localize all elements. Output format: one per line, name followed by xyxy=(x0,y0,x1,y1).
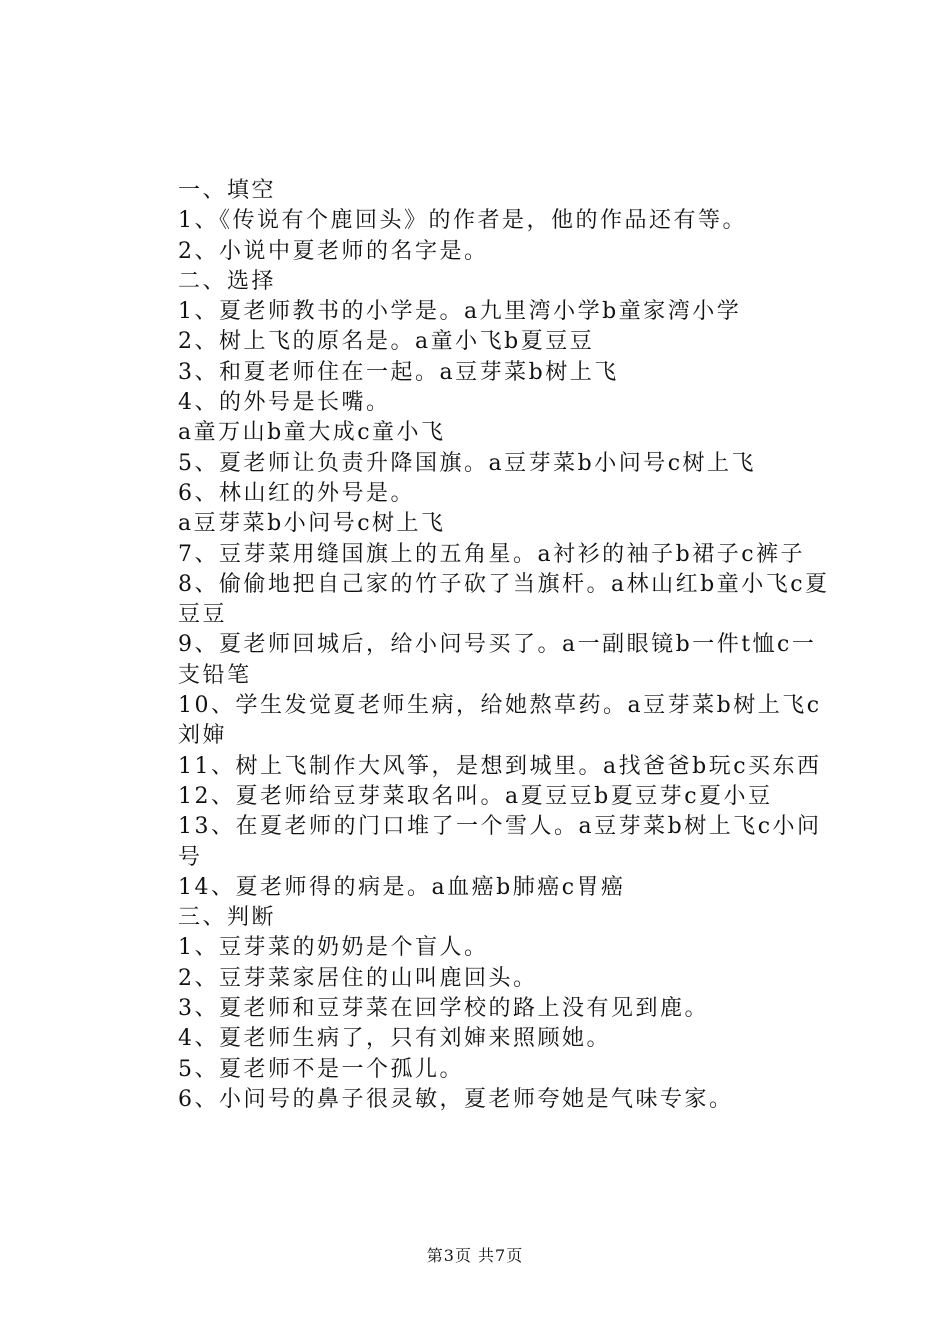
document-body xyxy=(130,176,830,1115)
text-line: 2、豆芽菜家居住的山叫鹿回头。 xyxy=(178,965,538,991)
text-line: 9、夏老师回城后，给小问号买了。a一副眼镜b一件t恤c一支铅笔 xyxy=(178,632,817,688)
text-line: 三、判断 xyxy=(178,905,277,931)
text-line: 14、夏老师得的病是。a血癌b肺癌c胃癌 xyxy=(178,874,626,900)
text-line: 13、在夏老师的门口堆了一个雪人。a豆芽菜b树上飞c小问号 xyxy=(178,814,822,870)
text-line: 5、夏老师让负责升降国旗。a豆芽菜b小问号c树上飞 xyxy=(178,450,757,476)
text-line: 10、学生发觉夏老师生病，给她熬草药。a豆芽菜b树上飞c刘婶 xyxy=(178,693,822,749)
text-line: 一、填空 xyxy=(178,178,277,203)
text-line: 1、《传说有个鹿回头》的作者是，他的作品还有等。 xyxy=(178,208,747,234)
text-line: 二、选择 xyxy=(178,268,277,294)
text-line: 2、树上飞的原名是。a童小飞b夏豆豆 xyxy=(178,329,595,355)
text-line: 4、的外号是长嘴。 xyxy=(178,390,391,416)
text-line: 5、夏老师不是一个孤儿。 xyxy=(178,1056,464,1082)
text-line: 6、小问号的鼻子很灵敏，夏老师夸她是气味专家。 xyxy=(178,1086,734,1112)
text-line: a豆芽菜b小问号c树上飞 xyxy=(178,511,446,537)
text-line: 3、和夏老师住在一起。a豆芽菜b树上飞 xyxy=(178,359,619,385)
text-line: 6、林山红的外号是。 xyxy=(178,480,415,506)
page-footer: 第3页 共7页 xyxy=(426,1246,524,1265)
text-line: 11、树上飞制作大风筝，是想到城里。a找爸爸b玩c买东西 xyxy=(178,753,822,779)
text-line: 12、夏老师给豆芽菜取名叫。a夏豆豆b夏豆芽c夏小豆 xyxy=(178,783,773,809)
text-line: 4、夏老师生病了，只有刘婶来照顾她。 xyxy=(178,1026,611,1052)
text-line: 1、夏老师教书的小学是。a九里湾小学b童家湾小学 xyxy=(178,299,742,325)
text-line: 2、小说中夏老师的名字是。 xyxy=(178,238,489,264)
text-line: 1、豆芽菜的奶奶是个盲人。 xyxy=(178,935,489,961)
text-line: a童万山b童大成c童小飞 xyxy=(178,420,446,446)
text-line: 7、豆芽菜用缝国旗上的五角星。a衬衫的袖子b裙子c裤子 xyxy=(178,541,806,567)
text-line: 8、偷偷地把自己家的竹子砍了当旗杆。a林山红b童小飞c夏豆豆 xyxy=(178,571,830,628)
text-line: 3、夏老师和豆芽菜在回学校的路上没有见到鹿。 xyxy=(178,996,709,1022)
